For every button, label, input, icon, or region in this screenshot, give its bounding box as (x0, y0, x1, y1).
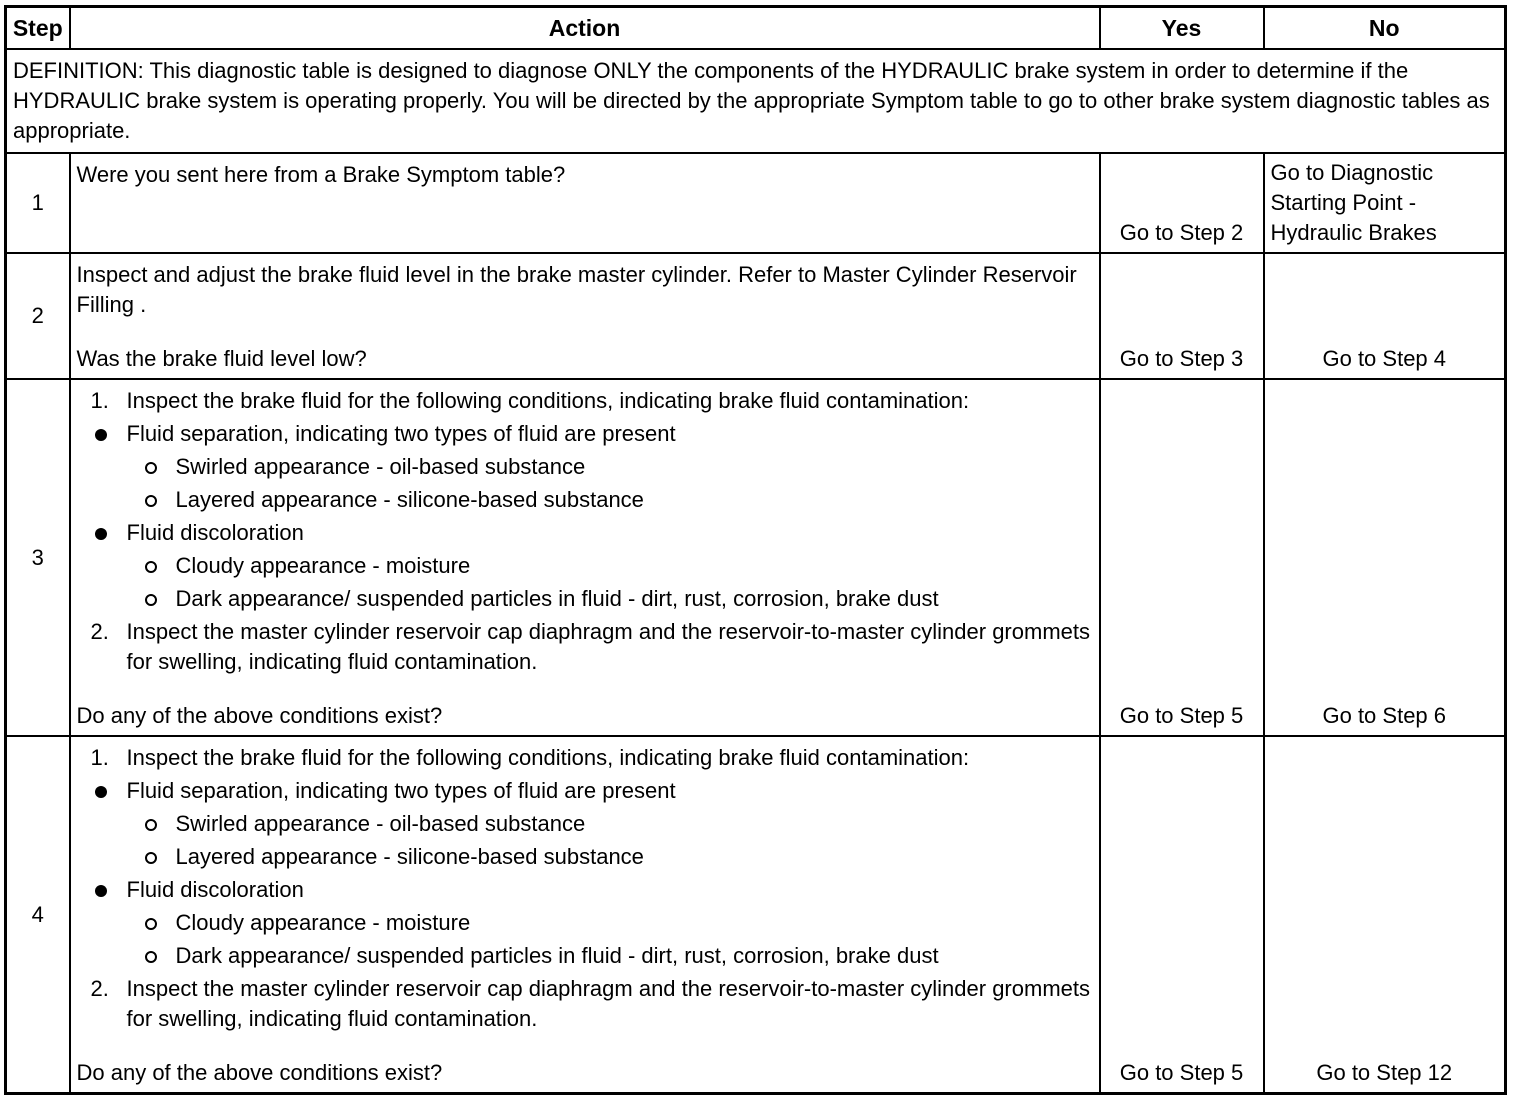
sub-bullet-item (127, 485, 1093, 515)
bullet-text: Fluid separation, indicating two types of fluid are present (126, 778, 676, 803)
step-number: 3 (6, 379, 70, 736)
bullet-text: Fluid separation, indicating two types of fluid are present (126, 421, 676, 446)
sub-bullet-text: Swirled appearance - oil-based substance (175, 454, 586, 479)
list-item (77, 743, 1093, 773)
header-yes: Yes (1100, 7, 1264, 50)
no-link[interactable]: Go to Step 6 (1264, 379, 1506, 736)
circle-bullet-icon (145, 951, 157, 963)
sub-bullet-item (127, 908, 1093, 938)
header-no: No (1264, 7, 1506, 50)
sub-bullet-item (127, 452, 1093, 482)
numbered-list (77, 386, 1093, 416)
sub-bullet-list (127, 551, 1093, 614)
sub-bullet-item (127, 941, 1093, 971)
bullet-icon (95, 528, 107, 540)
bullet-icon (95, 429, 107, 441)
sub-bullet-item (127, 842, 1093, 872)
no-link[interactable]: Go to Step 12 (1264, 736, 1506, 1094)
yes-link[interactable]: Go to Step 2 (1100, 153, 1264, 253)
header-row (6, 7, 1506, 50)
item-number: 2. (90, 976, 109, 1001)
question-text: Do any of the above conditions exist? (76, 1060, 443, 1085)
question-text: Were you sent here from a Brake Symptom table? (76, 162, 566, 187)
sub-bullet-text: Dark appearance/ suspended particles in fluid - dirt, rust, corrosion, brake dust (175, 586, 939, 611)
action-cell (70, 379, 1100, 736)
sub-bullet-item (127, 584, 1093, 614)
bullet-item (77, 776, 1093, 872)
table-row (6, 153, 1506, 253)
circle-bullet-icon (145, 495, 157, 507)
list-item (77, 386, 1093, 416)
sub-bullet-text: Swirled appearance - oil-based substance (175, 811, 586, 836)
yes-link[interactable]: Go to Step 5 (1100, 736, 1264, 1094)
sub-bullet-item (127, 809, 1093, 839)
sub-bullet-list (127, 809, 1093, 872)
question-text: Was the brake fluid level low? (76, 346, 367, 371)
numbered-list (77, 743, 1093, 773)
sub-bullet-list (127, 908, 1093, 971)
sub-bullet-text: Dark appearance/ suspended particles in fluid - dirt, rust, corrosion, brake dust (175, 943, 939, 968)
item-number: 1. (90, 745, 109, 770)
item-number: 2. (90, 619, 109, 644)
sub-bullet-text: Cloudy appearance - moisture (175, 910, 471, 935)
table-row (6, 736, 1506, 1094)
bullet-item (77, 419, 1093, 515)
circle-bullet-icon (145, 462, 157, 474)
definition-row (6, 49, 1506, 153)
circle-bullet-icon (145, 594, 157, 606)
table-row (6, 253, 1506, 379)
sub-bullet-text: Layered appearance - silicone-based substance (175, 487, 644, 512)
item-text: Inspect the master cylinder reservoir cap diaphragm and the reservoir-to-master cylinder grommets for swelling, indicating fluid contamination. (126, 976, 1090, 1031)
instruction-text: Inspect and adjust the brake fluid level in the brake master cylinder. Refer to Master Cylinder Reservoir Filling . (76, 262, 1077, 317)
numbered-list (77, 617, 1093, 677)
step-number: 4 (6, 736, 70, 1094)
item-text: Inspect the master cylinder reservoir cap diaphragm and the reservoir-to-master cylinder grommets for swelling, indicating fluid contamination. (126, 619, 1090, 674)
item-number: 1. (90, 388, 109, 413)
table-row (6, 379, 1506, 736)
bullet-icon (95, 786, 107, 798)
action-cell (70, 153, 1100, 253)
bullet-text: Fluid discoloration (126, 877, 304, 902)
bullet-item (77, 518, 1093, 614)
no-link[interactable]: Go to Diagnostic Starting Point - Hydraulic Brakes (1264, 153, 1506, 253)
bullet-list (77, 776, 1093, 971)
no-link[interactable]: Go to Step 4 (1264, 253, 1506, 379)
list-item (77, 617, 1093, 677)
sub-bullet-text: Layered appearance - silicone-based substance (175, 844, 644, 869)
diagnostic-table (4, 5, 1507, 1095)
question-text: Do any of the above conditions exist? (76, 703, 443, 728)
action-cell (70, 736, 1100, 1094)
item-text: Inspect the brake fluid for the following conditions, indicating brake fluid contamination: (126, 388, 970, 413)
numbered-list (77, 974, 1093, 1034)
step-number: 2 (6, 253, 70, 379)
bullet-text: Fluid discoloration (126, 520, 304, 545)
definition-text: DEFINITION: This diagnostic table is designed to diagnose ONLY the components of the HYDRAULIC brake system in order to determine if the HYDRAULIC brake system is operating properly. You will be directed by the appropriate Symptom table to go to other brake system diagnostic tables as appropriate. (6, 49, 1506, 153)
circle-bullet-icon (145, 561, 157, 573)
item-text: Inspect the brake fluid for the following conditions, indicating brake fluid contamination: (126, 745, 970, 770)
header-action: Action (70, 7, 1100, 50)
sub-bullet-text: Cloudy appearance - moisture (175, 553, 471, 578)
action-cell (70, 253, 1100, 379)
bullet-icon (95, 885, 107, 897)
circle-bullet-icon (145, 918, 157, 930)
sub-bullet-list (127, 452, 1093, 515)
circle-bullet-icon (145, 852, 157, 864)
circle-bullet-icon (145, 819, 157, 831)
list-item (77, 974, 1093, 1034)
yes-link[interactable]: Go to Step 5 (1100, 379, 1264, 736)
sub-bullet-item (127, 551, 1093, 581)
bullet-list (77, 419, 1093, 614)
yes-link[interactable]: Go to Step 3 (1100, 253, 1264, 379)
bullet-item (77, 875, 1093, 971)
header-step: Step (6, 7, 70, 50)
step-number: 1 (6, 153, 70, 253)
